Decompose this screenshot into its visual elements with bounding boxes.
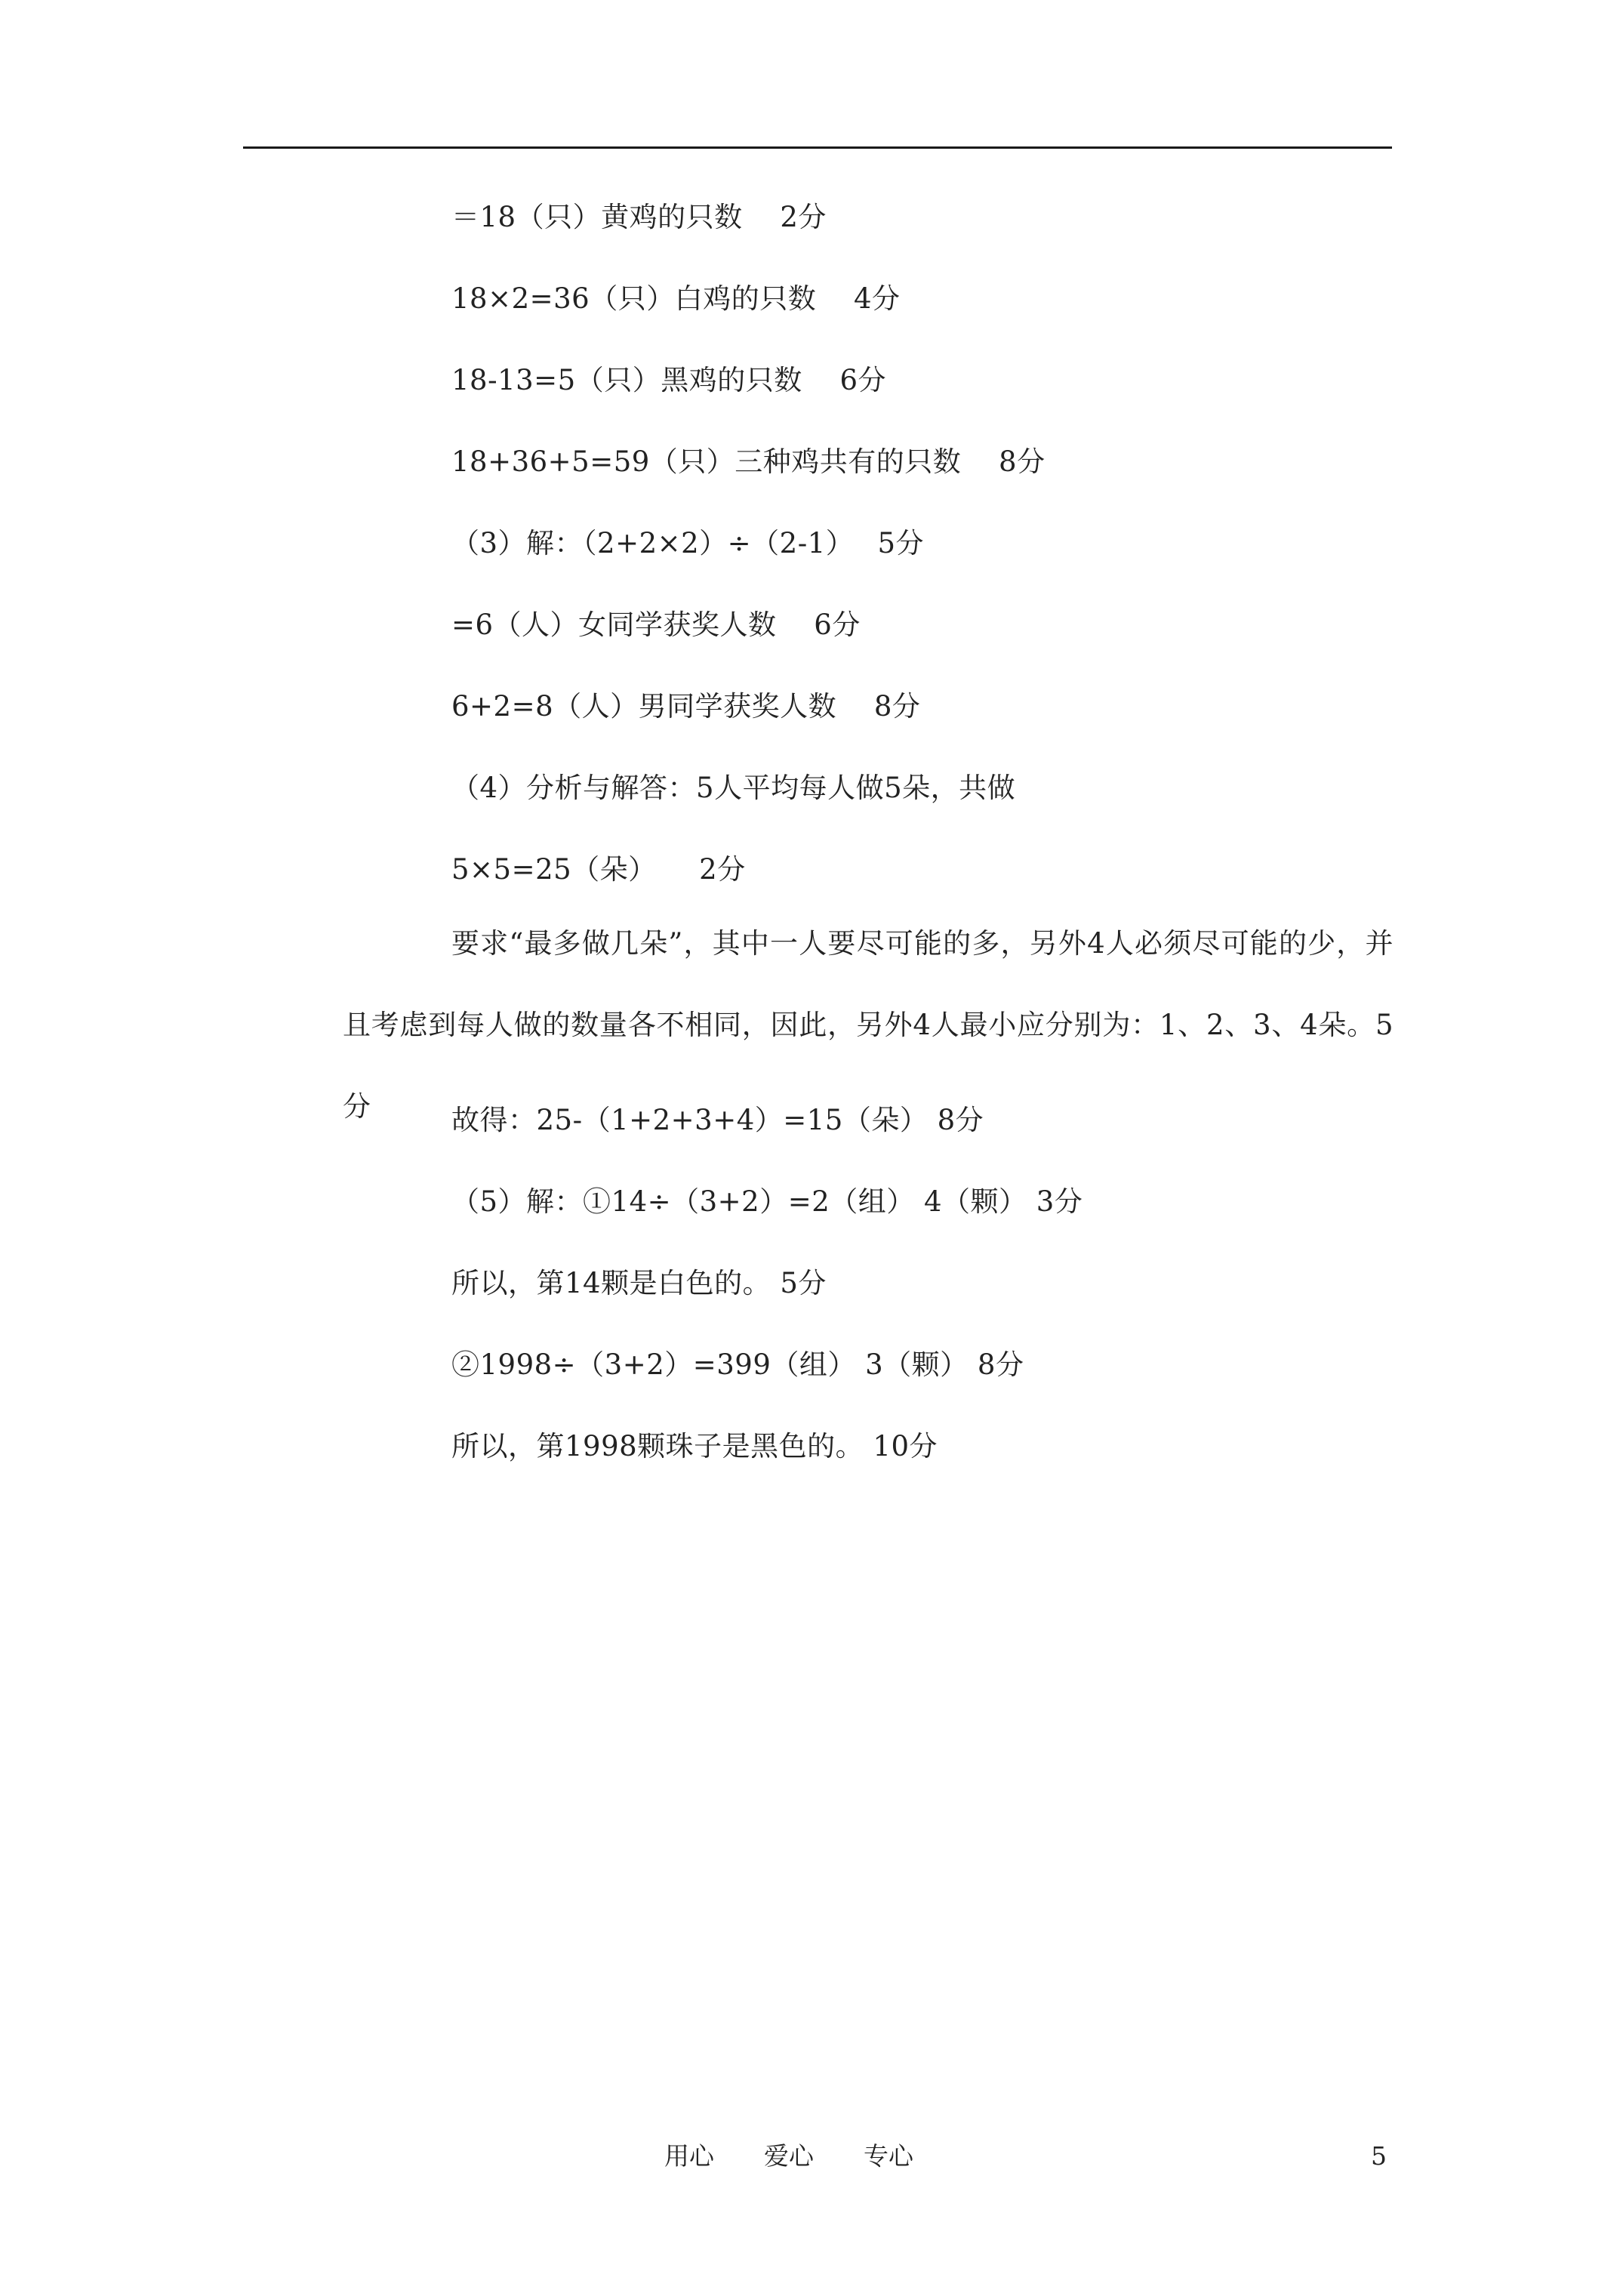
explanation-paragraph: 要求“最多做几朵”，其中一人要尽可能的多，另外4人必须尽可能的少，并且考虑到每人做的数量各不相同，因此，另外4人最小应分别为：1、2、3、4朵。5分 — [343, 927, 1394, 1123]
solution-line-9: 5×5=25（朵） 2分 — [451, 853, 746, 886]
solution-line-3: 18-13=5（只）黑鸡的只数 6分 — [451, 364, 887, 396]
solution-line-7: 6+2=8（人）男同学获奖人数 8分 — [451, 690, 921, 723]
solution-line-8: （4）分析与解答：5人平均每人做5朵，共做 — [451, 772, 1016, 804]
footer-motto: 用心 爱心 专心 — [664, 2141, 913, 2171]
solution-line-2: 18×2=36（只）白鸡的只数 4分 — [451, 282, 901, 315]
solution-line-6: =6（人）女同学获奖人数 6分 — [451, 609, 861, 641]
solution-line-5: （3）解：（2+2×2）÷（2-1） 5分 — [451, 527, 925, 559]
solution-line-13: ②1998÷（3+2）=399（组） 3（颗） 8分 — [451, 1348, 1024, 1381]
solution-line-1: ＝18（只）黄鸡的只数 2分 — [451, 201, 827, 233]
solution-line-4: 18+36+5=59（只）三种鸡共有的只数 8分 — [451, 445, 1046, 478]
solution-line-11: （5）解：①14÷（3+2）=2（组） 4（颗） 3分 — [451, 1185, 1083, 1218]
page-number: 5 — [1371, 2141, 1387, 2171]
solution-line-12: 所以，第14颗是白色的。 5分 — [451, 1267, 827, 1299]
solution-line-14: 所以，第1998颗珠子是黑色的。 10分 — [451, 1430, 938, 1462]
solution-line-10: 故得：25-（1+2+3+4）=15（朵） 8分 — [451, 1104, 984, 1136]
header-rule — [243, 146, 1392, 149]
